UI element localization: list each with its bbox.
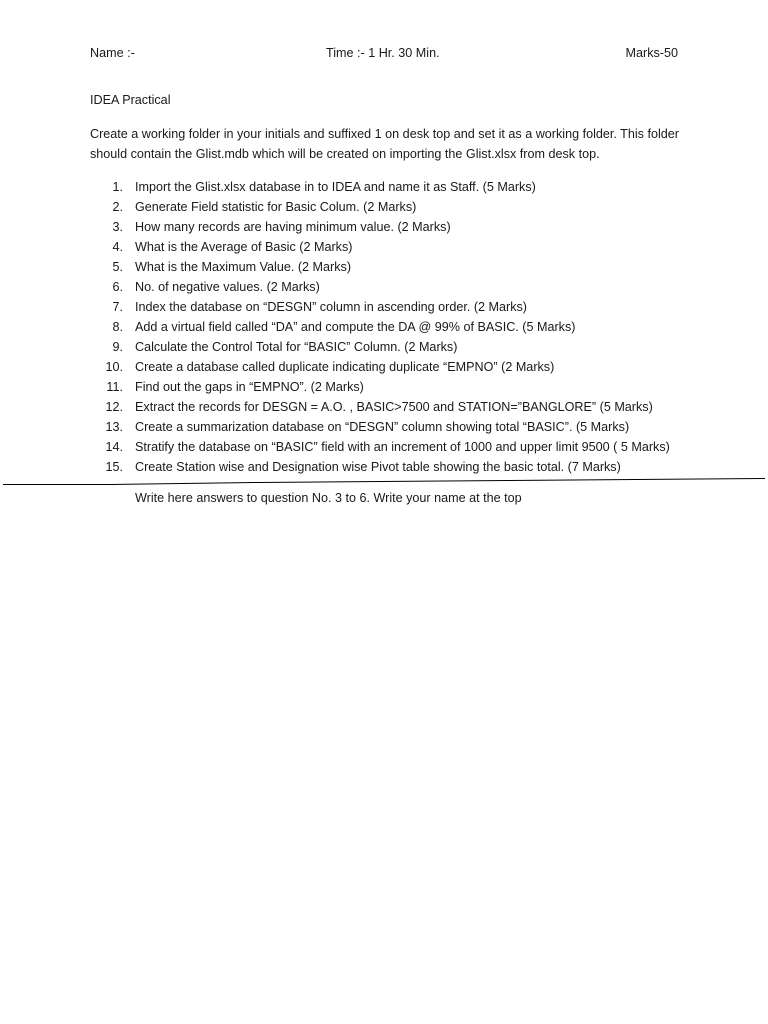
question-number: 2. [112, 200, 123, 214]
answer-instruction: Write here answers to question No. 3 to 6. Write your name at the top [135, 491, 522, 505]
question-number: 6. [112, 280, 123, 294]
instructions-paragraph: Create a working folder in your initials and suffixed 1 on desk top and set it as a working folder. This folder should contain the Glist.mdb which will be created on importing the Glist.xlsx from desk top. [90, 127, 679, 161]
question-number: 15. [105, 460, 123, 474]
question-number: 14. [105, 440, 123, 454]
question-text: Index the database on “DESGN” column in ascending order. (2 Marks) [135, 300, 527, 314]
question-item [90, 177, 690, 197]
question-item [90, 377, 690, 397]
question-item [90, 417, 690, 437]
question-number: 3. [112, 220, 123, 234]
question-list [90, 177, 690, 477]
time-label: Time :- 1 Hr. 30 Min. [326, 46, 440, 60]
question-text: Calculate the Control Total for “BASIC” Column. (2 Marks) [135, 340, 458, 354]
divider-line [0, 476, 768, 492]
question-number: 11. [106, 380, 123, 394]
question-text: Import the Glist.xlsx database in to IDEA and name it as Staff. (5 Marks) [135, 180, 536, 194]
question-number: 8. [112, 320, 123, 334]
question-text: Add a virtual field called “DA” and compute the DA @ 99% of BASIC. (5 Marks) [135, 320, 576, 334]
question-item [90, 217, 690, 237]
question-item [90, 337, 690, 357]
question-item [90, 197, 690, 217]
question-text: Create a summarization database on “DESGN” column showing total “BASIC”. (5 Marks) [135, 420, 630, 434]
question-text: Find out the gaps in “EMPNO”. (2 Marks) [135, 380, 364, 394]
question-text: No. of negative values. (2 Marks) [135, 280, 320, 294]
question-text: Extract the records for DESGN = A.O. , BASIC>7500 and STATION=”BANGLORE” (5 Marks) [135, 400, 653, 414]
question-number: 5. [112, 260, 123, 274]
question-text: Generate Field statistic for Basic Colum. (2 Marks) [135, 200, 417, 214]
question-text: Stratify the database on “BASIC” field with an increment of 1000 and upper limit 9500 ( 5 Marks) [135, 440, 670, 454]
question-item [90, 357, 690, 377]
question-item [90, 437, 690, 457]
question-number: 10. [105, 360, 123, 374]
question-item [90, 317, 690, 337]
question-number: 9. [112, 340, 123, 354]
question-item [90, 277, 690, 297]
question-text: What is the Maximum Value. (2 Marks) [135, 260, 352, 274]
question-item [90, 297, 690, 317]
marks-label: Marks-50 [625, 46, 678, 60]
question-item [90, 397, 690, 417]
exam-header [90, 46, 678, 66]
question-text: How many records are having minimum value. (2 Marks) [135, 220, 451, 234]
question-number: 12. [105, 400, 123, 414]
subject-title: IDEA Practical [90, 93, 171, 107]
question-text: Create Station wise and Designation wise Pivot table showing the basic total. (7 Marks) [135, 460, 621, 474]
question-number: 13. [105, 420, 123, 434]
question-text: What is the Average of Basic (2 Marks) [135, 240, 353, 254]
question-item [90, 457, 690, 477]
question-item [90, 257, 690, 277]
question-number: 4. [112, 240, 123, 254]
question-text: Create a database called duplicate indicating duplicate “EMPNO” (2 Marks) [135, 360, 555, 374]
question-item [90, 237, 690, 257]
question-number: 7. [112, 300, 123, 314]
question-number: 1. [112, 180, 123, 194]
name-label: Name :- [90, 46, 135, 60]
